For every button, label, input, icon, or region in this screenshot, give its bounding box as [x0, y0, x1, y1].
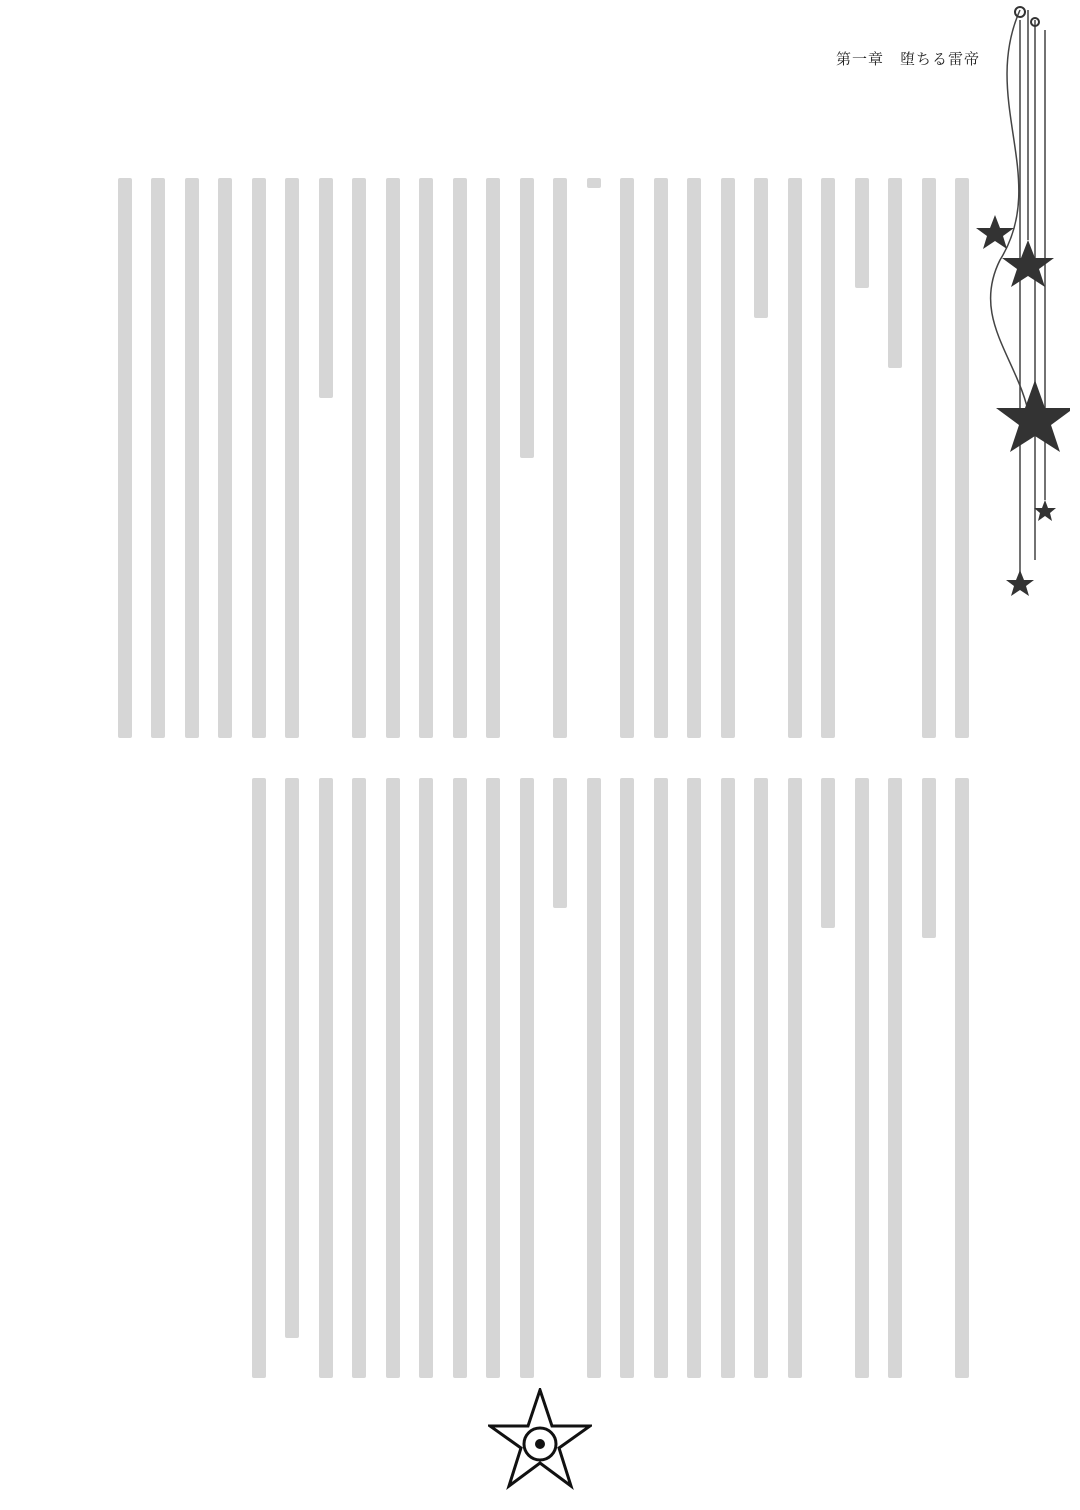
text-column-placeholder [620, 178, 634, 738]
text-column-placeholder [352, 178, 366, 738]
star-icon [996, 380, 1070, 452]
text-column-placeholder [151, 178, 165, 738]
star-icon [1006, 570, 1034, 596]
star-icon [1002, 240, 1054, 287]
text-column-placeholder [620, 778, 634, 1378]
text-column-placeholder [788, 778, 802, 1378]
text-column-placeholder [821, 178, 835, 738]
text-column-placeholder [922, 778, 936, 938]
text-column-placeholder [453, 778, 467, 1378]
text-column-placeholder [721, 178, 735, 738]
text-column-placeholder [553, 778, 567, 908]
text-column-placeholder [888, 178, 902, 368]
text-column-placeholder [252, 778, 266, 1378]
text-column-placeholder [855, 178, 869, 288]
text-column-placeholder [486, 178, 500, 738]
text-column-placeholder [520, 178, 534, 458]
star-icon [1034, 500, 1056, 521]
text-column-placeholder [888, 778, 902, 1378]
text-column-placeholder [855, 778, 869, 1378]
text-column-placeholder [955, 778, 969, 1378]
text-column-placeholder [587, 178, 601, 188]
text-column-placeholder [687, 778, 701, 1378]
text-column-placeholder [218, 178, 232, 738]
text-column-placeholder [285, 178, 299, 738]
text-column-placeholder [520, 778, 534, 1378]
text-column-placeholder [252, 178, 266, 738]
text-column-placeholder [754, 778, 768, 1378]
text-column-placeholder [687, 178, 701, 738]
text-column-placeholder [821, 778, 835, 928]
text-column-placeholder [788, 178, 802, 738]
text-column-placeholder [419, 778, 433, 1378]
running-header: 第一章 堕ちる雷帝 [836, 50, 981, 68]
text-column-placeholder [453, 178, 467, 738]
text-column-placeholder [922, 178, 936, 738]
text-column-placeholder [754, 178, 768, 318]
text-column-placeholder [319, 178, 333, 398]
text-column-placeholder [419, 178, 433, 738]
text-column-placeholder [386, 178, 400, 738]
text-column-placeholder [185, 178, 199, 738]
text-column-placeholder [654, 778, 668, 1378]
text-column-placeholder [352, 778, 366, 1378]
text-column-placeholder [319, 778, 333, 1378]
hanging-stars-decoration [960, 0, 1070, 620]
text-column-placeholder [654, 178, 668, 738]
text-column-placeholder [386, 778, 400, 1378]
text-column-placeholder [553, 178, 567, 738]
text-column-placeholder [285, 778, 299, 1338]
text-column-placeholder [486, 778, 500, 1378]
text-column-placeholder [721, 778, 735, 1378]
text-column-placeholder [587, 778, 601, 1378]
star-flower-ornament [488, 1388, 592, 1492]
text-column-placeholder [118, 178, 132, 738]
